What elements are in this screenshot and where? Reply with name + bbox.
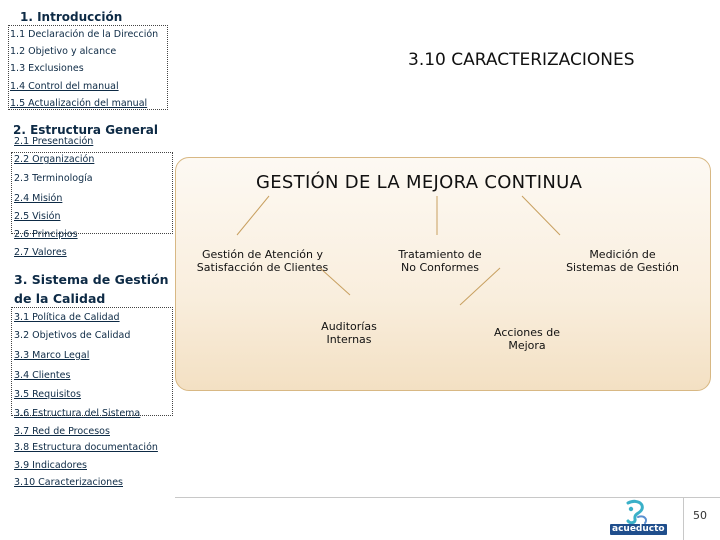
nav-item-3-7[interactable]: 3.7 Red de Procesos [14,426,110,437]
nav-item-2-4[interactable]: 2.4 Misión [14,193,63,204]
node-gestion-atencion[interactable] [190,248,335,274]
page-number: 50 [693,509,707,522]
nav-heading-estructura: 2. Estructura General [13,123,159,137]
nav-item-2-1[interactable]: 2.1 Presentación [14,136,94,147]
node-medicion-line2: Sistemas de Gestión [566,261,679,274]
nav-item-3-10[interactable]: 3.10 Caracterizaciones [14,477,123,488]
node-tratamiento-line2: No Conformes [401,261,479,274]
node-gestion-atencion-line1: Gestión de Atención y [201,248,324,261]
nav-item-2-7[interactable]: 2.7 Valores [14,247,67,258]
nav-item-2-3[interactable]: 2.3 Terminología [14,173,93,184]
nav-item-1-3[interactable]: 1.3 Exclusiones [10,63,84,74]
nav-item-2-2[interactable]: 2.2 Organización [14,154,95,165]
nav-item-1-5[interactable]: 1.5 Actualización del manual [10,98,148,109]
nav-item-3-4[interactable]: 3.4 Clientes [14,370,71,381]
node-medicion-line1: Medición de [589,248,656,261]
diagram-title: GESTIÓN DE LA MEJORA CONTINUA [256,172,583,193]
logo-text: acueducto [612,524,665,534]
nav-item-3-9[interactable]: 3.9 Indicadores [14,460,87,471]
node-auditorias-line2: Internas [326,333,372,346]
nav-item-3-8[interactable]: 3.8 Estructura documentación [14,442,158,453]
nav-item-1-4[interactable]: 1.4 Control del manual [10,81,119,92]
node-auditorias-internas[interactable] [304,320,394,346]
nav-item-3-3[interactable]: 3.3 Marco Legal [14,350,90,361]
node-medicion-sistemas[interactable] [560,248,685,274]
connector-medicion [522,196,560,235]
nav-item-1-2[interactable]: 1.2 Objetivo y alcance [10,46,117,57]
node-tratamiento-line1: Tratamiento de [398,248,482,261]
node-tratamiento-no-conformes[interactable] [380,248,500,274]
node-acciones-line1: Acciones de [494,326,560,339]
node-acciones-line2: Mejora [508,339,546,352]
node-auditorias-line1: Auditorías [321,320,377,333]
node-acciones-mejora[interactable] [482,326,572,352]
connector-atencion [237,196,269,235]
page-title: 3.10 CARACTERIZACIONES [408,50,635,70]
nav-item-3-1[interactable]: 3.1 Política de Calidad [14,312,120,323]
nav-item-2-6[interactable]: 2.6 Principios [14,229,78,240]
nav-item-2-5[interactable]: 2.5 Visión [14,211,61,222]
nav-item-3-5[interactable]: 3.5 Requisitos [14,389,81,400]
nav-heading-sistema-line2: de la Calidad [14,291,106,306]
footer-vertical-divider [683,497,684,540]
nav-item-3-2[interactable]: 3.2 Objetivos de Calidad [14,330,131,341]
nav-heading-introduccion: 1. Introducción [20,10,123,24]
nav-item-3-6[interactable]: 3.6 Estructura del Sistema [14,408,141,419]
footer-divider [175,497,720,498]
nav-heading-sistema-line1: 3. Sistema de Gestión [14,272,169,287]
nav-item-1-1[interactable]: 1.1 Declaración de la Dirección [10,29,159,40]
node-gestion-atencion-line2: Satisfacción de Clientes [196,261,329,274]
